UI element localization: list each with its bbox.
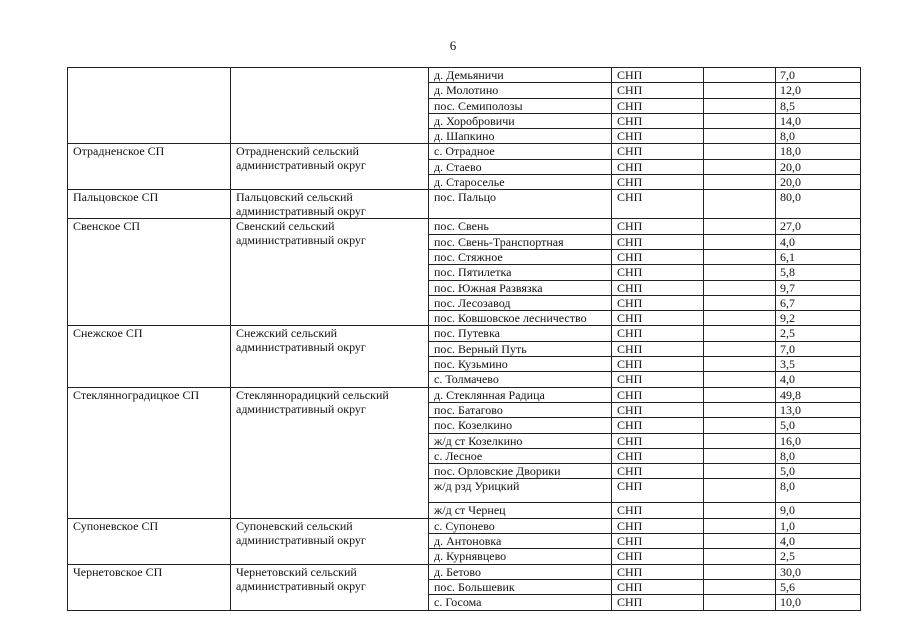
place-cell: пос. Ковшовское лесничество: [429, 311, 612, 326]
type-cell: СНП: [612, 219, 704, 234]
type-cell: СНП: [612, 280, 704, 295]
empty-cell: [704, 534, 776, 549]
place-cell: д. Демьяничи: [429, 68, 612, 83]
place-cell: пос. Пальцо: [429, 190, 612, 219]
settlement-name-cell: Свенское СП: [68, 219, 231, 326]
district-name-cell: Супоневский сельский административный округ: [231, 518, 429, 564]
value-cell: 14,0: [776, 113, 861, 128]
value-cell: 16,0: [776, 433, 861, 448]
place-cell: с. Госома: [429, 595, 612, 610]
empty-cell: [704, 280, 776, 295]
empty-cell: [704, 595, 776, 610]
type-cell: СНП: [612, 387, 704, 402]
type-cell: СНП: [612, 113, 704, 128]
value-cell: 5,8: [776, 265, 861, 280]
district-name-cell: Стекляннорадицкий сельский административный округ: [231, 387, 429, 518]
empty-cell: [704, 387, 776, 402]
value-cell: 8,0: [776, 479, 861, 503]
place-cell: пос. Семиполозы: [429, 98, 612, 113]
value-cell: 8,0: [776, 448, 861, 463]
value-cell: 4,0: [776, 534, 861, 549]
empty-cell: [704, 357, 776, 372]
empty-cell: [704, 326, 776, 341]
empty-cell: [704, 564, 776, 579]
place-cell: с. Толмачево: [429, 372, 612, 387]
place-cell: с. Отрадное: [429, 144, 612, 159]
empty-cell: [704, 464, 776, 479]
empty-cell: [704, 402, 776, 417]
value-cell: 7,0: [776, 341, 861, 356]
type-cell: СНП: [612, 418, 704, 433]
empty-cell: [704, 219, 776, 234]
place-cell: пос. Свень-Транспортная: [429, 234, 612, 249]
table-row: [68, 387, 861, 402]
type-cell: СНП: [612, 83, 704, 98]
value-cell: 9,7: [776, 280, 861, 295]
empty-cell: [704, 479, 776, 503]
place-cell: пос. Козелкино: [429, 418, 612, 433]
empty-cell: [704, 190, 776, 219]
place-cell: ж/д ст Чернец: [429, 503, 612, 518]
settlement-name-cell: Пальцовское СП: [68, 190, 231, 219]
place-cell: д. Шапкино: [429, 129, 612, 144]
settlement-name-cell: Супоневское СП: [68, 518, 231, 564]
value-cell: 10,0: [776, 595, 861, 610]
empty-cell: [704, 503, 776, 518]
table-row: [68, 326, 861, 341]
type-cell: СНП: [612, 503, 704, 518]
type-cell: СНП: [612, 549, 704, 564]
value-cell: 6,7: [776, 295, 861, 310]
empty-cell: [704, 549, 776, 564]
table-row: [68, 518, 861, 533]
type-cell: СНП: [612, 341, 704, 356]
type-cell: СНП: [612, 295, 704, 310]
value-cell: 3,5: [776, 357, 861, 372]
type-cell: СНП: [612, 68, 704, 83]
type-cell: СНП: [612, 595, 704, 610]
type-cell: СНП: [612, 579, 704, 594]
type-cell: СНП: [612, 175, 704, 190]
value-cell: 20,0: [776, 159, 861, 174]
type-cell: СНП: [612, 129, 704, 144]
value-cell: 8,5: [776, 98, 861, 113]
empty-cell: [704, 83, 776, 98]
value-cell: 80,0: [776, 190, 861, 219]
empty-cell: [704, 311, 776, 326]
empty-cell: [704, 433, 776, 448]
place-cell: с. Лесное: [429, 448, 612, 463]
place-cell: д. Молотино: [429, 83, 612, 98]
settlements-table: [67, 67, 861, 611]
district-name-cell: Чернетовский сельский административный округ: [231, 564, 429, 610]
district-name-cell: [231, 68, 429, 144]
place-cell: ж/д ст Козелкино: [429, 433, 612, 448]
empty-cell: [704, 265, 776, 280]
empty-cell: [704, 418, 776, 433]
empty-cell: [704, 98, 776, 113]
place-cell: д. Бетово: [429, 564, 612, 579]
value-cell: 7,0: [776, 68, 861, 83]
empty-cell: [704, 234, 776, 249]
value-cell: 49,8: [776, 387, 861, 402]
settlement-name-cell: Отрадненское СП: [68, 144, 231, 190]
value-cell: 1,0: [776, 518, 861, 533]
value-cell: 12,0: [776, 83, 861, 98]
place-cell: пос. Лесозавод: [429, 295, 612, 310]
empty-cell: [704, 129, 776, 144]
page-number: 6: [449, 38, 457, 53]
type-cell: СНП: [612, 534, 704, 549]
table-body: [68, 68, 861, 611]
place-cell: пос. Пятилетка: [429, 265, 612, 280]
type-cell: СНП: [612, 564, 704, 579]
table-row: [68, 564, 861, 579]
place-cell: пос. Батагово: [429, 402, 612, 417]
value-cell: 2,5: [776, 549, 861, 564]
empty-cell: [704, 579, 776, 594]
settlement-name-cell: Снежское СП: [68, 326, 231, 387]
empty-cell: [704, 68, 776, 83]
empty-cell: [704, 448, 776, 463]
type-cell: СНП: [612, 311, 704, 326]
value-cell: 4,0: [776, 372, 861, 387]
type-cell: СНП: [612, 402, 704, 417]
empty-cell: [704, 249, 776, 264]
type-cell: СНП: [612, 326, 704, 341]
place-cell: пос. Стяжное: [429, 249, 612, 264]
place-cell: пос. Орловские Дворики: [429, 464, 612, 479]
place-cell: д. Антоновка: [429, 534, 612, 549]
place-cell: ж/д рзд Урицкий: [429, 479, 612, 503]
type-cell: СНП: [612, 464, 704, 479]
type-cell: СНП: [612, 372, 704, 387]
district-name-cell: Отрадненский сельский административный округ: [231, 144, 429, 190]
table-row: [68, 219, 861, 234]
place-cell: пос. Кузьмино: [429, 357, 612, 372]
empty-cell: [704, 295, 776, 310]
place-cell: пос. Верный Путь: [429, 341, 612, 356]
type-cell: СНП: [612, 234, 704, 249]
place-cell: пос. Свень: [429, 219, 612, 234]
type-cell: СНП: [612, 144, 704, 159]
type-cell: СНП: [612, 249, 704, 264]
place-cell: пос. Путевка: [429, 326, 612, 341]
type-cell: СНП: [612, 518, 704, 533]
empty-cell: [704, 159, 776, 174]
value-cell: 5,6: [776, 579, 861, 594]
empty-cell: [704, 372, 776, 387]
table-row: [68, 144, 861, 159]
settlement-name-cell: Стеклянноградицкое СП: [68, 387, 231, 518]
district-name-cell: Свенский сельский административный округ: [231, 219, 429, 326]
empty-cell: [704, 144, 776, 159]
place-cell: пос. Большевик: [429, 579, 612, 594]
empty-cell: [704, 175, 776, 190]
type-cell: СНП: [612, 433, 704, 448]
place-cell: д. Староселье: [429, 175, 612, 190]
type-cell: СНП: [612, 448, 704, 463]
value-cell: 13,0: [776, 402, 861, 417]
value-cell: 5,0: [776, 418, 861, 433]
value-cell: 8,0: [776, 129, 861, 144]
type-cell: СНП: [612, 479, 704, 503]
value-cell: 18,0: [776, 144, 861, 159]
place-cell: д. Хоробровичи: [429, 113, 612, 128]
value-cell: 30,0: [776, 564, 861, 579]
value-cell: 2,5: [776, 326, 861, 341]
value-cell: 27,0: [776, 219, 861, 234]
type-cell: СНП: [612, 159, 704, 174]
empty-cell: [704, 518, 776, 533]
type-cell: СНП: [612, 265, 704, 280]
value-cell: 4,0: [776, 234, 861, 249]
value-cell: 20,0: [776, 175, 861, 190]
table-row: [68, 190, 861, 219]
value-cell: 6,1: [776, 249, 861, 264]
value-cell: 9,2: [776, 311, 861, 326]
value-cell: 9,0: [776, 503, 861, 518]
place-cell: д. Стеклянная Радица: [429, 387, 612, 402]
empty-cell: [704, 341, 776, 356]
settlement-name-cell: [68, 68, 231, 144]
place-cell: с. Супонево: [429, 518, 612, 533]
type-cell: СНП: [612, 190, 704, 219]
table-row: [68, 68, 861, 83]
settlement-name-cell: Чернетовское СП: [68, 564, 231, 610]
district-name-cell: Снежский сельский административный округ: [231, 326, 429, 387]
place-cell: пос. Южная Развязка: [429, 280, 612, 295]
district-name-cell: Пальцовский сельский административный округ: [231, 190, 429, 219]
type-cell: СНП: [612, 98, 704, 113]
empty-cell: [704, 113, 776, 128]
place-cell: д. Курнявцево: [429, 549, 612, 564]
place-cell: д. Стаево: [429, 159, 612, 174]
type-cell: СНП: [612, 357, 704, 372]
value-cell: 5,0: [776, 464, 861, 479]
